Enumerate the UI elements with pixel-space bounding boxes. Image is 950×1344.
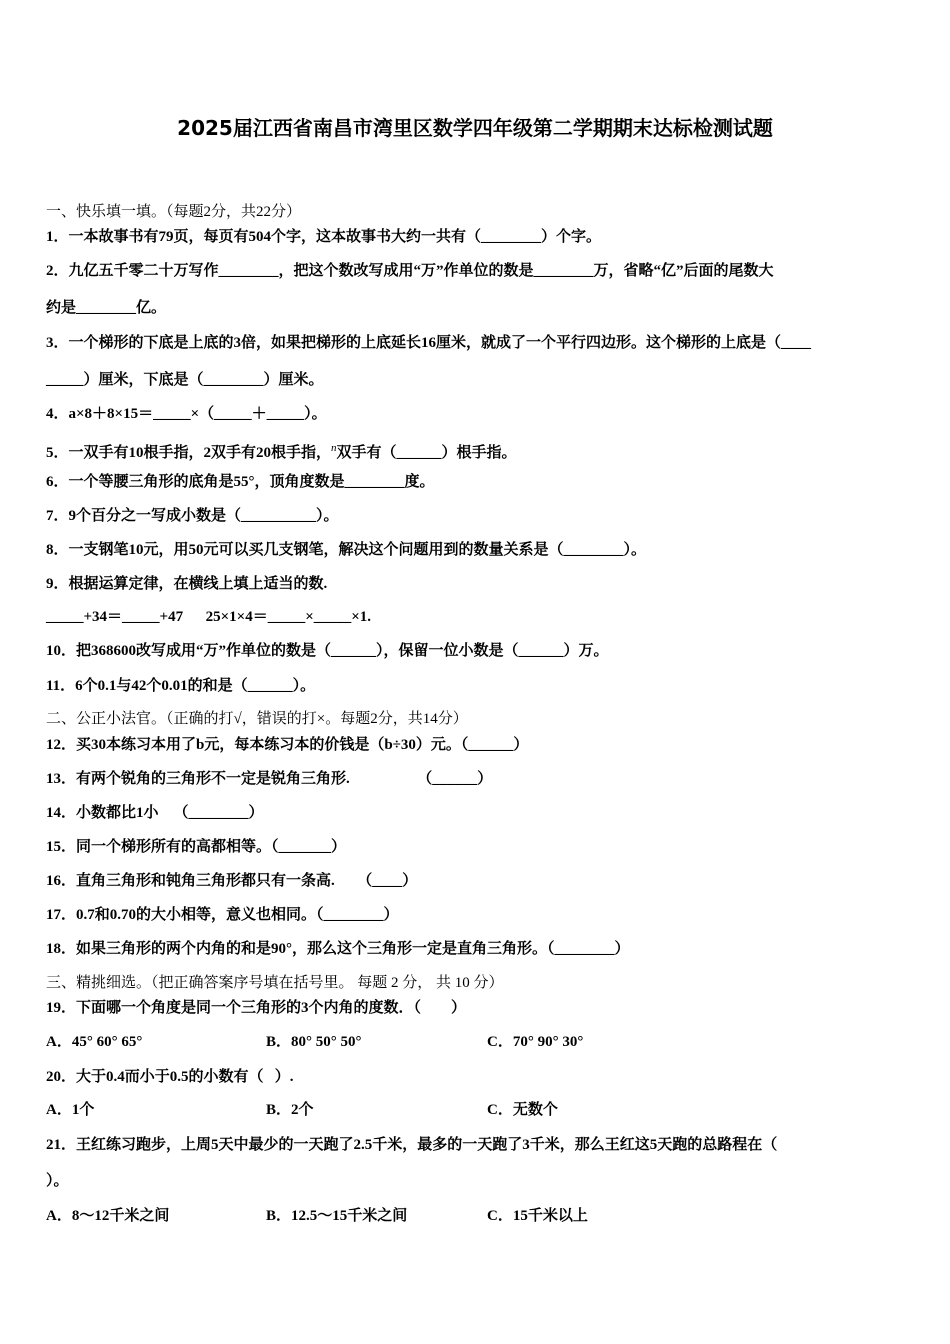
q20-option-c: C．无数个: [487, 1102, 558, 1118]
q21-option-c: C．15千米以上: [487, 1208, 588, 1224]
question-5-text-b: 双手有（______）根手指。: [336, 445, 517, 461]
q20-option-b: B．2个: [266, 1102, 314, 1118]
section-2-heading: 二、公正小法官。（正确的打√，错误的打×。每题2分，共14分）: [46, 711, 468, 727]
page-title: 2025届江西省南昌市湾里区数学四年级第二学期期末达标检测试题: [177, 116, 773, 140]
variable-n: n: [331, 442, 337, 454]
section-1-heading: 一、快乐填一填。（每题2分，共22分）: [46, 204, 302, 220]
question-11: 11．6个0.1与42个0.01的和是（______）。: [46, 678, 316, 694]
question-19: 19．下面哪一个角度是同一个三角形的3个内角的度数．（ ）: [46, 1000, 467, 1016]
q20-option-a: A．1个: [46, 1102, 95, 1118]
question-17: 17．0.7和0.70的大小相等，意义也相同。（________）: [46, 907, 399, 923]
question-21-cont: ）。: [46, 1173, 69, 1189]
question-13: 13．有两个锐角的三角形不一定是锐角三角形. （______）: [46, 771, 493, 787]
question-1: 1．一本故事书有79页，每页有504个字，这本故事书大约一共有（________）个字。: [46, 229, 602, 245]
q21-option-b: B．12.5～15千米之间: [266, 1208, 408, 1224]
q19-option-c: C．70° 90° 30°: [487, 1034, 584, 1050]
question-21: 21．王红练习跑步，上周5天中最少的一天跑了2.5千米，最多的一天跑了3千米，那么王红这5天跑的总路程在（: [46, 1137, 778, 1153]
question-3-cont: _____）厘米，下底是（________）厘米。: [46, 372, 324, 388]
q21-option-a: A．8～12千米之间: [46, 1208, 170, 1224]
question-6: 6．一个等腰三角形的底角是55°，顶角度数是________度。: [46, 474, 435, 490]
question-14: 14．小数都比1小 （________）: [46, 805, 264, 821]
question-15: 15．同一个梯形所有的高都相等。（_______）: [46, 839, 347, 855]
section-3-heading: 三、精挑细选。（把正确答案序号填在括号里。 每题 2 分， 共 10 分）: [46, 975, 504, 991]
question-5-text-a: 5．一双手有10根手指，2双手有20根手指，: [46, 445, 332, 461]
question-9-equations: _____+34＝_____+47 25×1×4＝_____×_____×1.: [46, 609, 372, 625]
question-2-cont: 约是________亿。: [46, 300, 167, 316]
question-9: 9．根据运算定律，在横线上填上适当的数.: [46, 576, 328, 592]
question-4: 4．a×8＋8×15＝_____×（_____＋_____）。: [46, 406, 327, 422]
question-12: 12．买30本练习本用了b元，每本练习本的价钱是（b÷30）元。（______）: [46, 737, 529, 753]
question-18: 18．如果三角形的两个内角的和是90°，那么这个三角形一定是直角三角形。（________）: [46, 941, 630, 957]
question-16: 16．直角三角形和钝角三角形都只有一条高. （____）: [46, 873, 418, 889]
question-5: [46, 438, 517, 463]
question-2: 2．九亿五千零二十万写作________，把这个数改写成用“万”作单位的数是________万，省略“亿”后面的尾数大: [46, 263, 774, 279]
question-3: 3．一个梯形的下底是上底的3倍，如果把梯形的上底延长16厘米，就成了一个平行四边形。这个梯形的上底是（____: [46, 335, 812, 351]
q19-option-b: B．80° 50° 50°: [266, 1034, 362, 1050]
q19-option-a: A．45° 60° 65°: [46, 1034, 143, 1050]
question-7: 7．9个百分之一写成小数是（__________）。: [46, 508, 339, 524]
question-20: 20．大于0.4而小于0.5的小数有（ ）.: [46, 1069, 294, 1085]
question-8: 8．一支钢笔10元，用50元可以买几支钢笔，解决这个问题用到的数量关系是（________）。: [46, 542, 647, 558]
question-10: 10．把368600改写成用“万”作单位的数是（______），保留一位小数是（______）万。: [46, 643, 609, 659]
